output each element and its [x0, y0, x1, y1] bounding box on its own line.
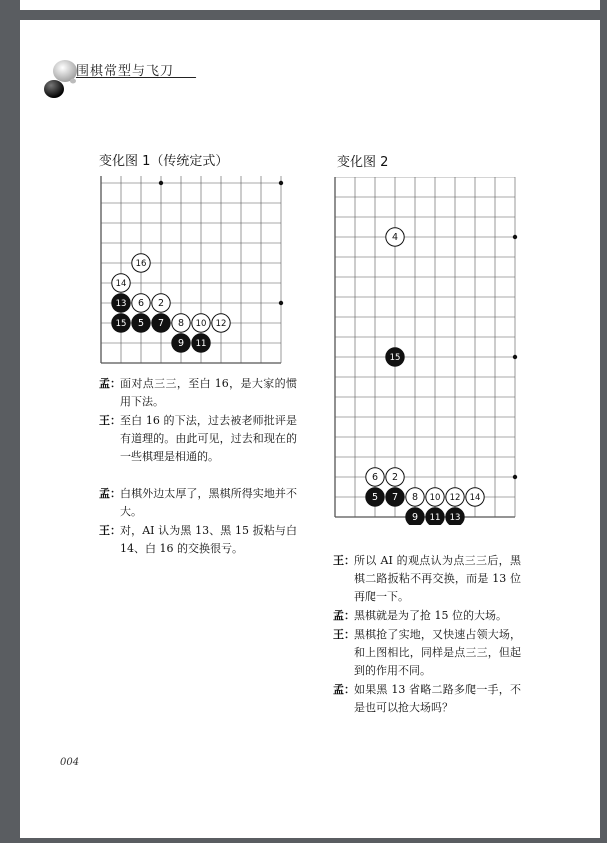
dialogue-text: 对，AI 认为黑 13、黑 15 扳粘与白 14、白 16 的交换很亏。 [120, 524, 297, 555]
figure-1-dialogue-paragraph [99, 375, 297, 411]
figure-2-stone-9 [406, 508, 424, 525]
figure-1-stone-13 [112, 294, 130, 312]
figure-1-stone-12 [212, 314, 230, 332]
dialogue-text: 黑棋抢了实地，又快速占领大场，和上图相比，同样是点三三，但起到的作用不同。 [354, 628, 521, 677]
speaker-label: 王： [99, 414, 121, 427]
stone-number: 6 [137, 298, 145, 310]
figure-2-stone-5 [366, 488, 384, 506]
stone-number: 6 [371, 472, 379, 484]
figure-2-stone-14 [466, 488, 484, 506]
stone-number: 12 [449, 493, 461, 504]
stone-number: 8 [411, 492, 419, 504]
star-point [159, 181, 163, 185]
figure-1-board [99, 176, 289, 366]
stone-number: 5 [371, 492, 379, 504]
figure-1-stone-5 [132, 314, 150, 332]
figure-1-stone-7 [152, 314, 170, 332]
star-point [513, 475, 517, 479]
figure-2-stone-7 [386, 488, 404, 506]
figure-2-stone-12 [446, 488, 464, 506]
page-number: 004 [60, 757, 80, 768]
figure-2-dialogue-paragraph [333, 552, 521, 606]
figure-2-dialogue-paragraph [333, 607, 521, 625]
star-point [513, 355, 517, 359]
stone-number: 4 [391, 232, 399, 244]
figure-1-stone-10 [192, 314, 210, 332]
stone-number: 15 [389, 353, 401, 364]
figure-2-dialogue-paragraph [333, 681, 521, 717]
stone-number: 13 [449, 513, 461, 524]
figure-2-title: 变化图 2 [337, 155, 389, 170]
figure-1-dialogue-paragraph [99, 522, 297, 558]
figure-2-dialogue-paragraph [333, 626, 521, 680]
figure-1-stone-11 [192, 334, 210, 352]
header-stones-icon [41, 51, 81, 101]
figure-2-stone-11 [426, 508, 444, 525]
stone-number: 16 [135, 259, 147, 270]
dialogue-text: 如果黑 13 省略二路多爬一手，不是也可以抢大场吗？ [354, 683, 521, 714]
figure-1-stone-15 [112, 314, 130, 332]
speaker-label: 孟： [333, 609, 355, 622]
figure-1-stone-14 [112, 274, 130, 292]
stone-number: 2 [157, 298, 165, 310]
speaker-label: 孟： [99, 377, 121, 390]
figure-2-stone-13 [446, 508, 464, 525]
stone-number: 5 [137, 318, 145, 330]
figure-1-dialogue-paragraph [99, 412, 297, 466]
figure-1-title: 变化图 1（传统定式） [99, 154, 229, 169]
stone-number: 15 [115, 319, 127, 330]
stone-number: 9 [177, 338, 185, 350]
figure-2-stone-6 [366, 468, 384, 486]
speaker-label: 王： [99, 524, 121, 537]
figure-1-stone-2 [152, 294, 170, 312]
stone-number: 7 [157, 318, 165, 330]
speaker-label: 王： [333, 554, 355, 567]
header-underline [76, 77, 196, 78]
figure-2-stone-4 [386, 228, 404, 246]
star-point [513, 235, 517, 239]
dialogue-text: 白棋外边太厚了，黑棋所得实地并不大。 [120, 487, 297, 518]
stone-number: 9 [411, 512, 419, 524]
speaker-label: 孟： [333, 683, 355, 696]
figure-2-stone-8 [406, 488, 424, 506]
figure-1-stone-9 [172, 334, 190, 352]
stone-number: 10 [195, 319, 207, 330]
dialogue-text: 黑棋就是为了抢 15 位的大场。 [354, 609, 507, 622]
stone-number: 12 [215, 319, 227, 330]
stone-number: 14 [469, 493, 481, 504]
figure-2-stone-10 [426, 488, 444, 506]
stone-number: 11 [195, 339, 207, 350]
figure-2-stone-15 [386, 348, 404, 366]
book-title: 围棋常型与飞刀 [76, 64, 175, 79]
figure-1-dialogue-paragraph [99, 485, 297, 521]
figure-1-stone-6 [132, 294, 150, 312]
figure-2-stone-2 [386, 468, 404, 486]
stone-number: 7 [391, 492, 399, 504]
stone-number: 13 [115, 299, 127, 310]
stone-number: 11 [429, 513, 441, 524]
stone-number: 8 [177, 318, 185, 330]
speaker-label: 孟： [99, 487, 121, 500]
star-point [279, 301, 283, 305]
dialogue-text: 面对点三三，至白 16，是大家的惯用下法。 [120, 377, 297, 408]
dialogue-text: 至白 16 的下法，过去被老师批评是有道理的。由此可见，过去和现在的一些棋理是相通的。 [120, 414, 297, 463]
stone-number: 10 [429, 493, 441, 504]
figure-2-board [333, 177, 523, 525]
previous-page-edge [20, 0, 600, 10]
stone-number: 14 [115, 279, 127, 290]
stone-number: 2 [391, 472, 399, 484]
speaker-label: 王： [333, 628, 355, 641]
figure-1-stone-16 [132, 254, 150, 272]
dialogue-text: 所以 AI 的观点认为点三三后，黑棋二路扳粘不再交换，而是 13 位再爬一下。 [354, 554, 521, 603]
figure-1-stone-8 [172, 314, 190, 332]
star-point [279, 181, 283, 185]
